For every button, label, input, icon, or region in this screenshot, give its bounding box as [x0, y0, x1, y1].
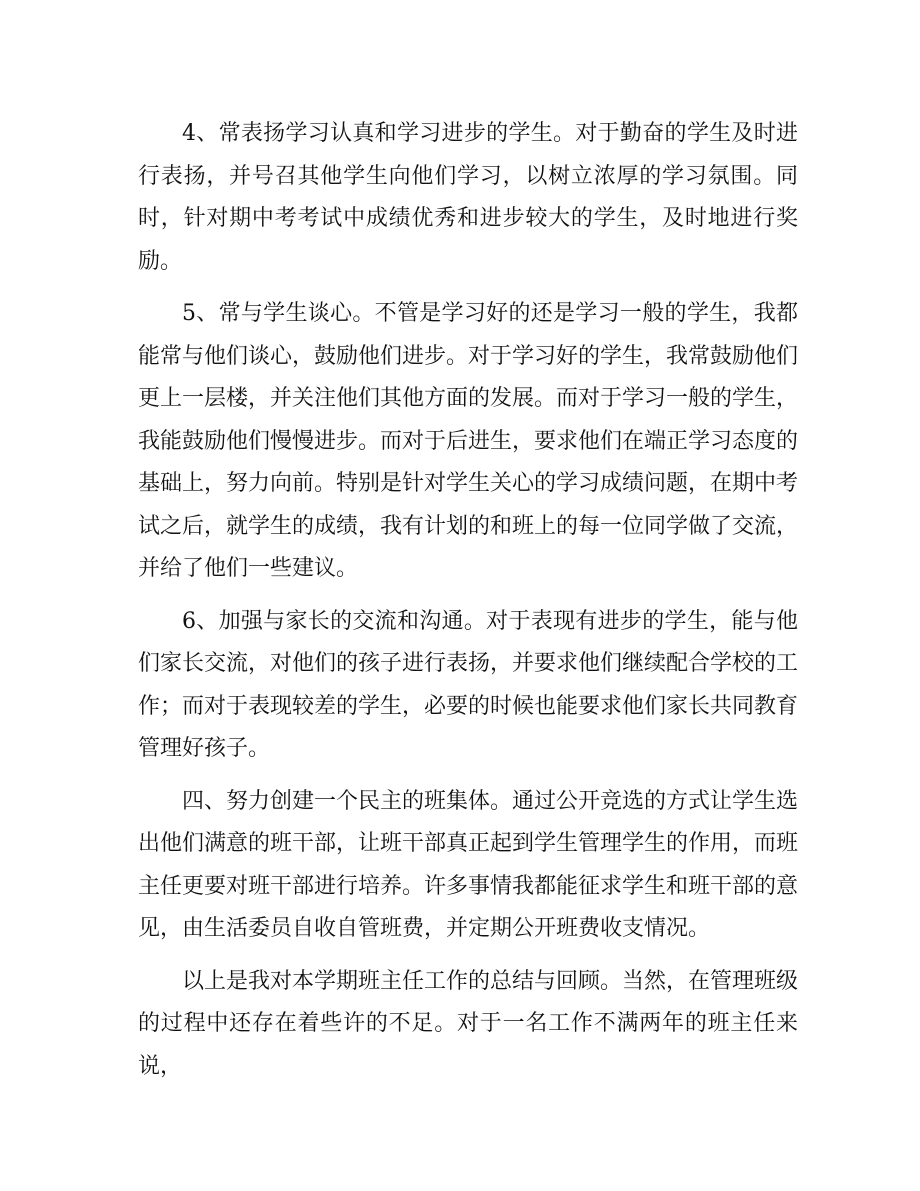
paragraph-section-four-democratic-class: 四、努力创建一个民主的班集体。通过公开竞选的方式让学生选出他们满意的班干部，让班干部真正起到学生管理学生的作用，而班主任更要对班干部进行培养。许多事情我都能征求学生和班干部的意见，由生活委员自收自管班费，并定期公开班费收支情况。: [138, 788, 799, 941]
paragraph-summary: 以上是我对本学期班主任工作的总结与回顾。当然，在管理班级的过程中还存在着些许的不足。对于一名工作不满两年的班主任来说，: [138, 968, 799, 1079]
document-body: [138, 113, 798, 1098]
paragraph-4-praise: 4、常表扬学习认真和学习进步的学生。对于勤奋的学生及时进行表扬，并号召其他学生向他们学习，以树立浓厚的学习氛围。同时，针对期中考考试中成绩优秀和进步较大的学生，及时地进行奖励。: [138, 121, 798, 274]
paragraph-6-parent-communication: 6、加强与家长的交流和沟通。对于表现有进步的学生，能与他们家长交流，对他们的孩子进行表扬，并要求他们继续配合学校的工作；而对于表现较差的学生，必要的时候也能要求他们家长共同教育管理好孩子。: [138, 608, 799, 761]
paragraph-5-talk-with-students: 5、常与学生谈心。不管是学习好的还是学习一般的学生，我都能常与他们谈心，鼓励他们进步。对于学习好的学生，我常鼓励他们更上一层楼，并关注他们其他方面的发展。而对于学习一般的学生，我能鼓励他们慢慢进步。而对于后进生，要求他们在端正学习态度的基础上，努力向前。特别是针对学生关心的学习成绩问题，在期中考试之后，就学生的成绩，我有计划的和班上的每一位同学做了交流，并给了他们一些建议。: [138, 301, 799, 581]
